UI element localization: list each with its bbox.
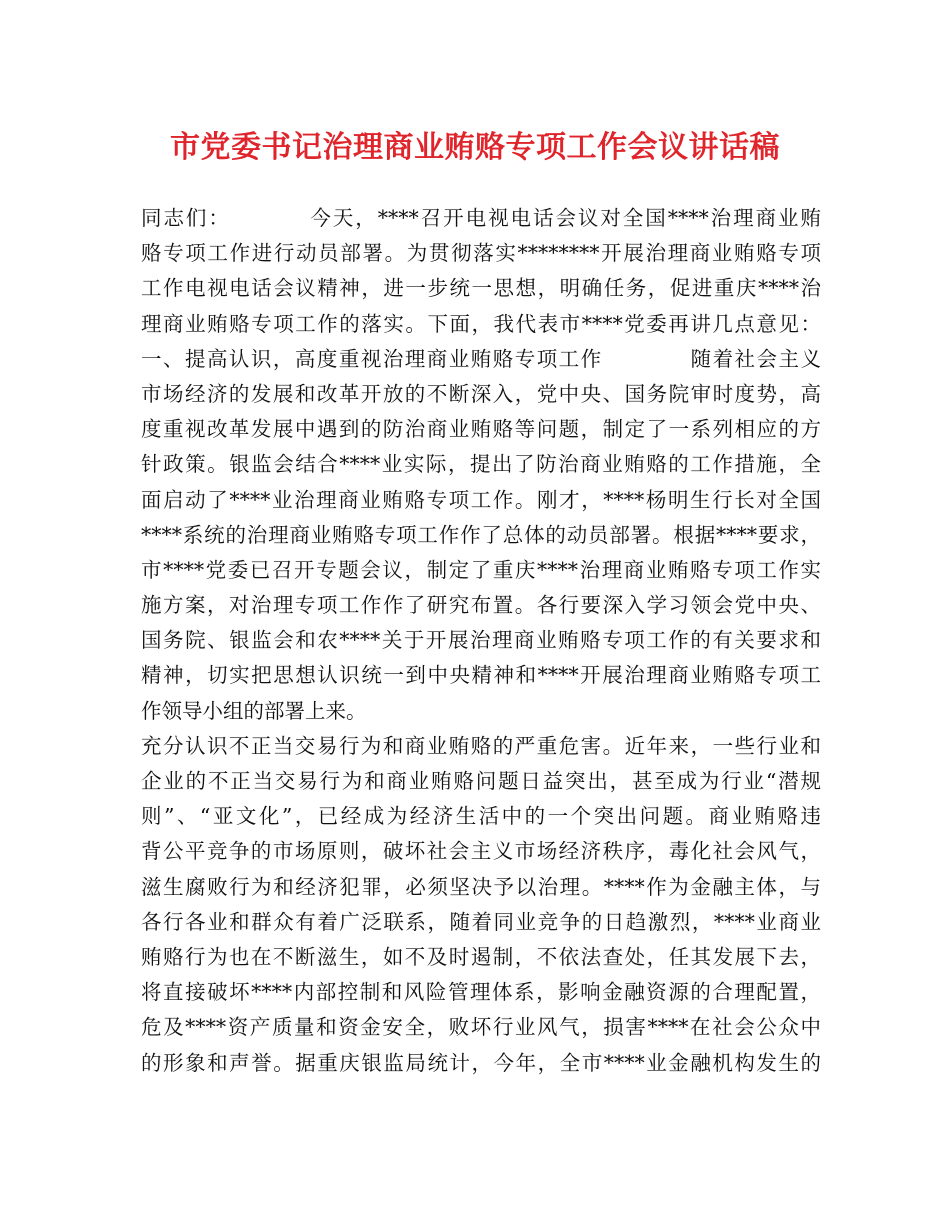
body-line: 作领导小组的部署上来。 [141,698,367,723]
body-line: 理商业贿赂专项工作的落实。下面，我代表市****党委再讲几点意见： [141,311,821,336]
body-line: 则”、“亚文化”，已经成为经济生活中的一个突出问题。商业贿赂违 [141,804,821,829]
body-line: 背公平竞争的市场原则，破坏社会主义市场经济秩序，毒化社会风气， [141,839,821,864]
body-line: 度重视改革发展中遇到的防治商业贿赂等问题，制定了一系列相应的方 [141,417,821,442]
body-line: 同志们： 今天，****召开电视电话会议对全国****治理商业贿 [141,206,821,230]
body-line: 贿赂行为也在不断滋生，如不及时遏制，不依法查处，任其发展下去， [141,944,821,969]
body-line: 市场经济的发展和改革开放的不断深入，党中央、国务院审时度势，高 [141,381,821,406]
body-line: ****系统的治理商业贿赂专项工作作了总体的动员部署。根据****要求， [141,522,821,547]
body-line: 将直接破坏****内部控制和风险管理体系，影响金融资源的合理配置， [141,980,821,1005]
body-line: 滋生腐败行为和经济犯罪，必须坚决予以治理。****作为金融主体，与 [141,874,821,899]
body-line: 面启动了****业治理商业贿赂专项工作。刚才，****杨明生行长对全国 [141,487,821,512]
body-line: 赂专项工作进行动员部署。为贯彻落实********开展治理商业贿赂专项 [141,241,821,266]
body-line: 的形象和声誉。据重庆银监局统计，今年，全市****业金融机构发生的 [141,1050,821,1075]
body-line: 精神，切实把思想认识统一到中央精神和****开展治理商业贿赂专项工 [141,663,821,688]
body-line: 针政策。银监会结合****业实际，提出了防治商业贿赂的工作措施，全 [141,452,821,477]
body-line: 危及****资产质量和资金安全，败坏行业风气，损害****在社会公众中 [141,1015,821,1040]
document-title: 市党委书记治理商业贿赂专项工作会议讲话稿 [170,130,780,165]
body-line: 各行各业和群众有着广泛联系，随着同业竞争的日趋激烈，****业商业 [141,909,821,934]
body-line: 施方案，对治理专项工作作了研究布置。各行要深入学习领会党中央、 [141,593,821,618]
body-line: 市****党委已召开专题会议，制定了重庆****治理商业贿赂专项工作实 [141,557,821,582]
body-line: 国务院、银监会和农****关于开展治理商业贿赂专项工作的有关要求和 [141,628,821,653]
body-line: 企业的不正当交易行为和商业贿赂问题日益突出，甚至成为行业“潜规 [141,769,821,793]
body-line: 一、提高认识，高度重视治理商业贿赂专项工作 随着社会主义 [141,346,821,371]
document-body [141,201,821,1081]
body-line: 工作电视电话会议精神，进一步统一思想，明确任务，促进重庆****治 [141,276,821,301]
body-line: 充分认识不正当交易行为和商业贿赂的严重危害。近年来，一些行业和 [141,733,821,758]
